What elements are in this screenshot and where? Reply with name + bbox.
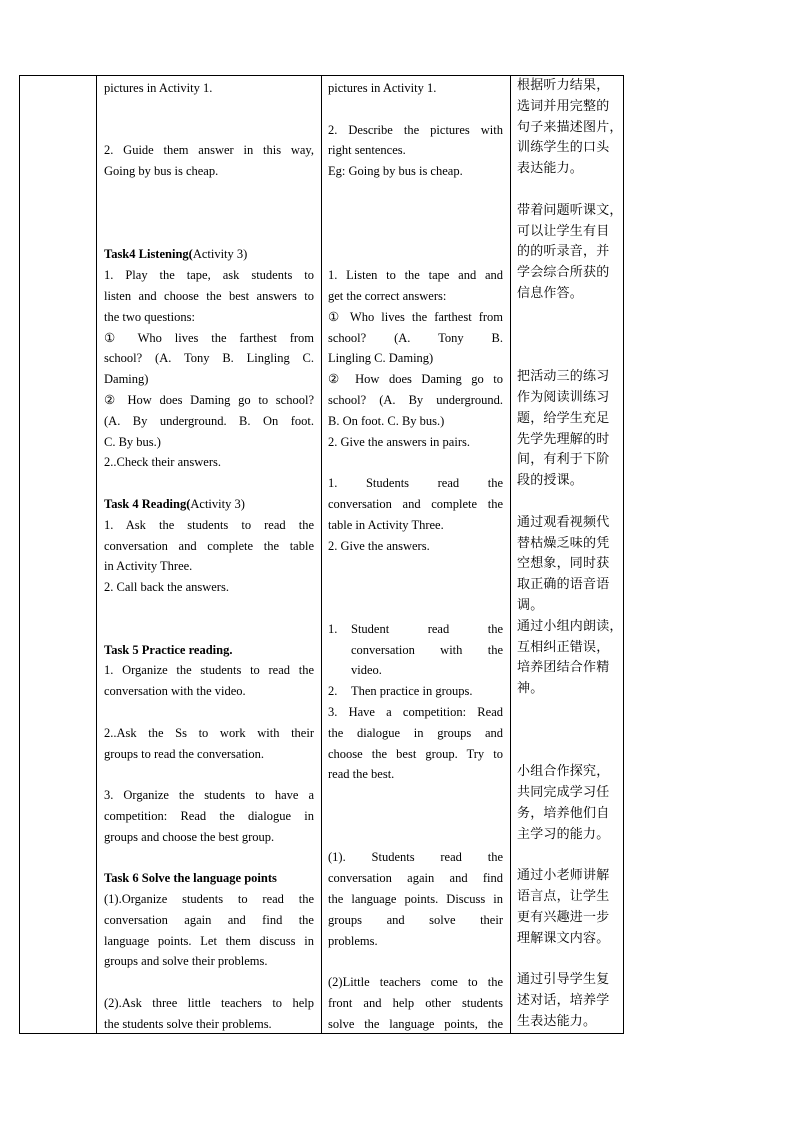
text-line: 主学习的能力。 xyxy=(517,826,610,842)
text-line: 务，培养他们自 xyxy=(517,805,610,821)
text-line: 共同完成学习任 xyxy=(517,785,610,801)
text-line: 根据听力结果， xyxy=(517,78,610,93)
text-line: the dialogue in groups and xyxy=(328,725,503,740)
text-line: 表达能力。 xyxy=(517,161,584,177)
text-line: the students solve their problems. xyxy=(104,1016,272,1031)
text-line: 2. Guide them answer in this way, xyxy=(104,143,314,158)
text-line: 小组合作探究， xyxy=(517,764,610,780)
text-line: ② How does Daming go to xyxy=(328,372,503,387)
text-line: 2. Give the answers. xyxy=(328,538,430,553)
text-line: 学会综合所获的 xyxy=(517,265,610,281)
text-line: 培养团结合作精 xyxy=(517,660,610,676)
text-line: 训练学生的口头 xyxy=(517,140,610,156)
text-line: conversation again and find xyxy=(328,871,503,886)
text-line: Lingling C. Daming) xyxy=(328,351,434,366)
text-line: 通过观看视频代 xyxy=(517,514,610,530)
text-line: 生表达能力。 xyxy=(517,1013,597,1029)
text-line: 1. Play the tape, ask students to xyxy=(104,268,314,283)
text-line: pictures in Activity 1. xyxy=(328,81,437,95)
list-number: 1. xyxy=(328,621,338,636)
text-line: (2).Ask three little teachers to help xyxy=(104,996,314,1011)
text-line: 2. Give the answers in pairs. xyxy=(328,434,470,449)
text-line: table in Activity Three. xyxy=(328,517,444,532)
text-line: C. By bus.) xyxy=(104,434,161,449)
text-line: groups and solve their problems. xyxy=(104,954,268,969)
text-line: 空想象，同时获 xyxy=(517,556,610,572)
text-line: language points. Let them discuss in xyxy=(104,933,314,948)
task5-heading: Task 5 Practice reading. xyxy=(104,642,233,657)
text-line: Going by bus is cheap. xyxy=(104,164,219,179)
text-line: ② How does Daming go to school? xyxy=(104,392,314,407)
text-line: 作为阅读训练习 xyxy=(517,389,610,405)
task4-reading-heading: Task 4 Reading(Activity 3) xyxy=(104,496,245,511)
text-line: 先学先理解的时 xyxy=(517,431,610,447)
design-purpose-column xyxy=(517,76,623,1033)
text-line: get the correct answers: xyxy=(328,288,447,303)
text-line: 把活动三的练习 xyxy=(517,369,610,385)
text-line: (A. By underground. B. On foot. xyxy=(104,413,314,428)
lesson-plan-table xyxy=(19,75,624,1034)
text-line: 题，给学生充足 xyxy=(517,410,610,426)
text-line: 2..Check their answers. xyxy=(104,455,221,470)
text-line: B. On foot. C. By bus.) xyxy=(328,413,445,428)
text-line: 1. Listen to the tape and and xyxy=(328,268,503,283)
text-line: front and help other students xyxy=(328,996,503,1011)
task6-heading: Task 6 Solve the language points xyxy=(104,871,277,886)
text-line: conversation and complete the xyxy=(328,496,503,511)
list-item xyxy=(328,681,503,702)
text-line: 2..Ask the Ss to work with their xyxy=(104,725,314,740)
text-line: 间，有利于下阶 xyxy=(517,452,610,468)
text-line: 3. Organize the students to have a xyxy=(104,788,314,803)
text-line: 2. Call back the answers. xyxy=(104,580,229,595)
text-line: 选词并用完整的 xyxy=(517,98,610,114)
text-line: 互相纠正错误， xyxy=(517,639,610,655)
text-line: 理解课文内容。 xyxy=(517,930,610,946)
text-line: school? (A. Tony B. Lingling C. xyxy=(104,351,314,366)
text-line: 带着问题听课文， xyxy=(517,202,623,218)
text-line: 1. Ask the students to read the xyxy=(104,517,314,532)
text-line: 取正确的语音语 xyxy=(517,577,610,593)
text-line: conversation again and find the xyxy=(104,912,314,927)
text-line: the language points. Discuss in xyxy=(328,892,503,907)
text-line: choose the best group. Try to xyxy=(328,746,503,761)
text-line: problems. xyxy=(328,933,378,948)
text-line: (1). Students read the xyxy=(328,850,503,865)
column-divider xyxy=(321,76,322,1033)
text-line: 3. Have a competition: Read xyxy=(328,704,503,719)
text-line: conversation with the xyxy=(351,642,503,657)
text-line: 的的听录音，并 xyxy=(517,244,610,260)
text-line: 句子来描述图片， xyxy=(517,119,623,135)
column-divider xyxy=(510,76,511,1033)
text-line: in Activity Three. xyxy=(104,559,193,574)
column-divider xyxy=(96,76,97,1033)
text-line: 通过引导学生复 xyxy=(517,972,610,988)
text-line: 更有兴趣进一步 xyxy=(517,909,610,925)
text-line: 调。 xyxy=(517,597,544,613)
text-line: 1. Organize the students to read the xyxy=(104,663,314,678)
text-line: 1. Students read the xyxy=(328,476,503,491)
text-line: video. xyxy=(351,663,382,678)
text-line: listen and choose the best answers to xyxy=(104,288,314,303)
text-line: ① Who lives the farthest from xyxy=(104,330,314,345)
text-line: (2)Little teachers come to the xyxy=(328,975,503,990)
text-line: pictures in Activity 1. xyxy=(104,81,213,95)
text-line: groups to read the conversation. xyxy=(104,746,265,761)
text-line: 可以让学生有目 xyxy=(517,223,610,239)
text-line: groups and solve their xyxy=(328,912,503,927)
text-line: conversation and complete the table xyxy=(104,538,314,553)
text-line: 替枯燥乏味的凭 xyxy=(517,535,610,551)
text-line: ① Who lives the farthest from xyxy=(328,309,503,324)
text-line: right sentences. xyxy=(328,143,406,158)
text-line: Eg: Going by bus is cheap. xyxy=(328,164,463,179)
list-item xyxy=(328,619,503,681)
text-line: Then practice in groups. xyxy=(351,684,473,699)
text-line: Daming) xyxy=(104,372,149,387)
text-line: 语言点，让学生 xyxy=(517,889,610,905)
text-line: competition: Read the dialogue in xyxy=(104,808,314,823)
list-number: 2. xyxy=(328,684,338,699)
text-line: 述对话，培养学 xyxy=(517,993,610,1009)
text-line: 神。 xyxy=(517,681,544,697)
text-line: 信息作答。 xyxy=(517,285,584,301)
text-line: Student read the xyxy=(351,621,503,636)
text-line: (1).Organize students to read the xyxy=(104,892,314,907)
teacher-activities-column xyxy=(104,78,314,1035)
text-line: groups and choose the best group. xyxy=(104,829,275,844)
text-line: 2. Describe the pictures with xyxy=(328,122,503,137)
text-line: 段的授课。 xyxy=(517,473,584,489)
text-line: read the best. xyxy=(328,767,395,782)
text-line: school? (A. By underground. xyxy=(328,392,503,407)
text-line: conversation with the video. xyxy=(104,684,246,699)
text-line: solve the language points, the xyxy=(328,1016,503,1031)
task4-listening-heading: Task4 Listening(Activity 3) xyxy=(104,247,248,262)
student-activities-column xyxy=(328,78,503,1035)
text-line: 通过小组内朗读， xyxy=(517,618,623,634)
text-line: school? (A. Tony B. xyxy=(328,330,503,345)
text-line: 通过小老师讲解 xyxy=(517,868,610,884)
text-line: the two questions: xyxy=(104,309,195,324)
